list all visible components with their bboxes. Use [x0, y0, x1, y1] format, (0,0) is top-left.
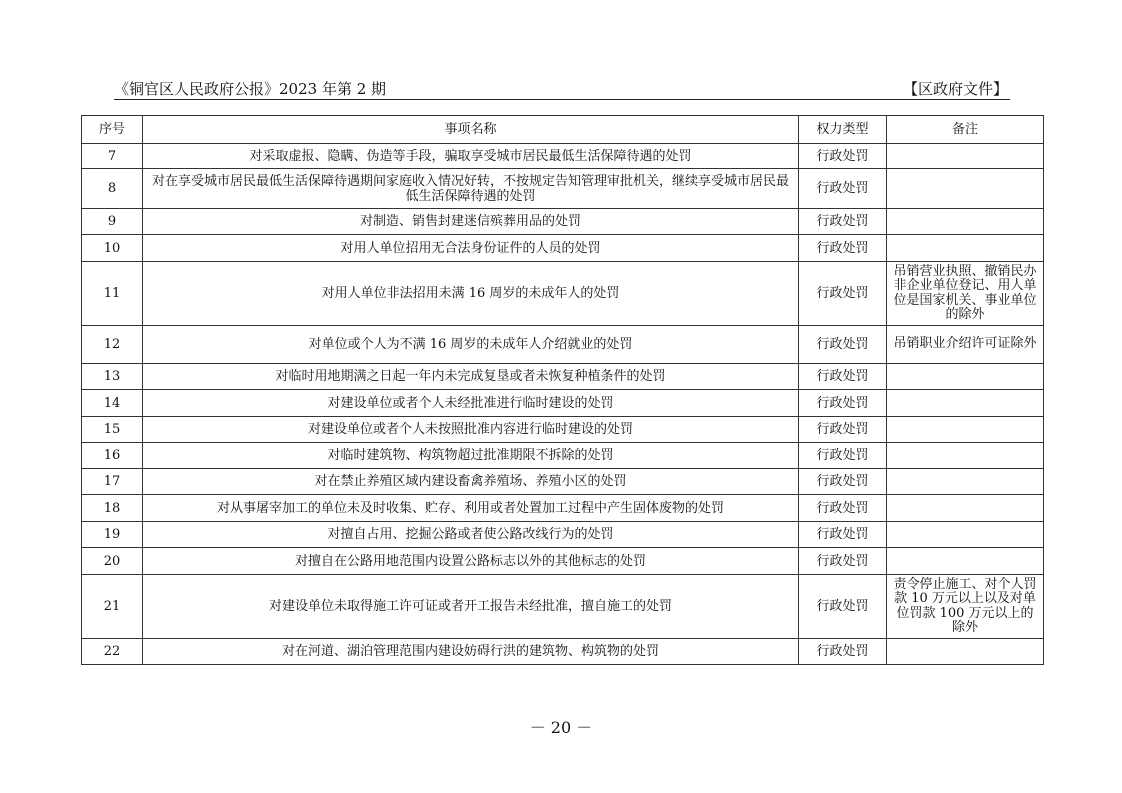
remarks [887, 144, 1044, 169]
power-type: 行政处罚 [799, 262, 887, 326]
row-number: 15 [82, 417, 143, 443]
table-row [82, 209, 1044, 235]
table-row [82, 144, 1044, 169]
table-row [82, 575, 1044, 639]
table-header-row [82, 116, 1044, 144]
item-name: 对擅自在公路用地范围内设置公路标志以外的其他标志的处罚 [143, 548, 799, 575]
item-name: 对单位或个人为不满 16 周岁的未成年人介绍就业的处罚 [143, 326, 799, 364]
row-number: 14 [82, 390, 143, 417]
remarks [887, 443, 1044, 469]
item-name: 对在河道、湖泊管理范围内建设妨碍行洪的建筑物、构筑物的处罚 [143, 639, 799, 665]
table-row [82, 443, 1044, 469]
table-row [82, 469, 1044, 495]
power-type: 行政处罚 [799, 417, 887, 443]
item-name: 对用人单位非法招用未满 16 周岁的未成年人的处罚 [143, 262, 799, 326]
table-row [82, 639, 1044, 665]
item-name: 对建设单位或者个人未按照批准内容进行临时建设的处罚 [143, 417, 799, 443]
remarks: 吊销营业执照、撤销民办非企业单位登记、用人单位是国家机关、事业单位的除外 [887, 262, 1044, 326]
row-number: 18 [82, 495, 143, 522]
remarks [887, 548, 1044, 575]
item-name: 对从事屠宰加工的单位未及时收集、贮存、利用或者处置加工过程中产生固体废物的处罚 [143, 495, 799, 522]
remarks [887, 364, 1044, 390]
remarks [887, 235, 1044, 262]
item-name: 对擅自占用、挖掘公路或者使公路改线行为的处罚 [143, 522, 799, 548]
power-type: 行政处罚 [799, 169, 887, 209]
row-number: 11 [82, 262, 143, 326]
row-number: 22 [82, 639, 143, 665]
item-name: 对建设单位或者个人未经批准进行临时建设的处罚 [143, 390, 799, 417]
row-number: 8 [82, 169, 143, 209]
row-number: 21 [82, 575, 143, 639]
row-number: 9 [82, 209, 143, 235]
item-name: 对采取虚报、隐瞒、伪造等手段，骗取享受城市居民最低生活保障待遇的处罚 [143, 144, 799, 169]
table-row [82, 169, 1044, 209]
row-number: 13 [82, 364, 143, 390]
table-row [82, 548, 1044, 575]
column-header-power-type: 权力类型 [799, 116, 887, 144]
items-table [81, 115, 1044, 665]
power-type: 行政处罚 [799, 548, 887, 575]
item-name: 对在享受城市居民最低生活保障待遇期间家庭收入情况好转，不按规定告知管理审批机关，继续享受城市居民最低生活保障待遇的处罚 [143, 169, 799, 209]
item-name: 对制造、销售封建迷信殡葬用品的处罚 [143, 209, 799, 235]
row-number: 19 [82, 522, 143, 548]
column-header-item-name: 事项名称 [143, 116, 799, 144]
item-name: 对临时用地期满之日起一年内未完成复垦或者未恢复种植条件的处罚 [143, 364, 799, 390]
item-name: 对在禁止养殖区域内建设畜禽养殖场、养殖小区的处罚 [143, 469, 799, 495]
header-section-label: 【区政府文件】 [902, 80, 1008, 98]
power-type: 行政处罚 [799, 575, 887, 639]
column-header-number: 序号 [82, 116, 143, 144]
table-row [82, 417, 1044, 443]
power-type: 行政处罚 [799, 522, 887, 548]
row-number: 12 [82, 326, 143, 364]
remarks: 吊销职业介绍许可证除外 [887, 326, 1044, 364]
power-type: 行政处罚 [799, 469, 887, 495]
page-number: － 20 － [529, 718, 593, 737]
table-row [82, 495, 1044, 522]
item-name: 对临时建筑物、构筑物超过批准期限不拆除的处罚 [143, 443, 799, 469]
table-row [82, 390, 1044, 417]
remarks [887, 469, 1044, 495]
page-header [114, 77, 1010, 100]
remarks [887, 390, 1044, 417]
row-number: 7 [82, 144, 143, 169]
power-type: 行政处罚 [799, 443, 887, 469]
table-body [82, 144, 1044, 665]
remarks [887, 417, 1044, 443]
column-header-remarks: 备注 [887, 116, 1044, 144]
table-row [82, 522, 1044, 548]
power-type: 行政处罚 [799, 390, 887, 417]
row-number: 20 [82, 548, 143, 575]
row-number: 16 [82, 443, 143, 469]
power-type: 行政处罚 [799, 326, 887, 364]
table-row [82, 235, 1044, 262]
item-name: 对建设单位未取得施工许可证或者开工报告未经批准，擅自施工的处罚 [143, 575, 799, 639]
power-type: 行政处罚 [799, 364, 887, 390]
remarks: 责令停止施工、对个人罚款 10 万元以上以及对单位罚款 100 万元以上的除外 [887, 575, 1044, 639]
header-publication-title: 《铜官区人民政府公报》2023 年第 2 期 [114, 80, 387, 98]
power-type: 行政处罚 [799, 495, 887, 522]
remarks [887, 522, 1044, 548]
row-number: 17 [82, 469, 143, 495]
table-row [82, 364, 1044, 390]
power-type: 行政处罚 [799, 639, 887, 665]
remarks [887, 639, 1044, 665]
table-row [82, 326, 1044, 364]
power-type: 行政处罚 [799, 144, 887, 169]
remarks [887, 495, 1044, 522]
remarks [887, 169, 1044, 209]
item-name: 对用人单位招用无合法身份证件的人员的处罚 [143, 235, 799, 262]
remarks [887, 209, 1044, 235]
power-type: 行政处罚 [799, 209, 887, 235]
table-row [82, 262, 1044, 326]
power-type: 行政处罚 [799, 235, 887, 262]
row-number: 10 [82, 235, 143, 262]
